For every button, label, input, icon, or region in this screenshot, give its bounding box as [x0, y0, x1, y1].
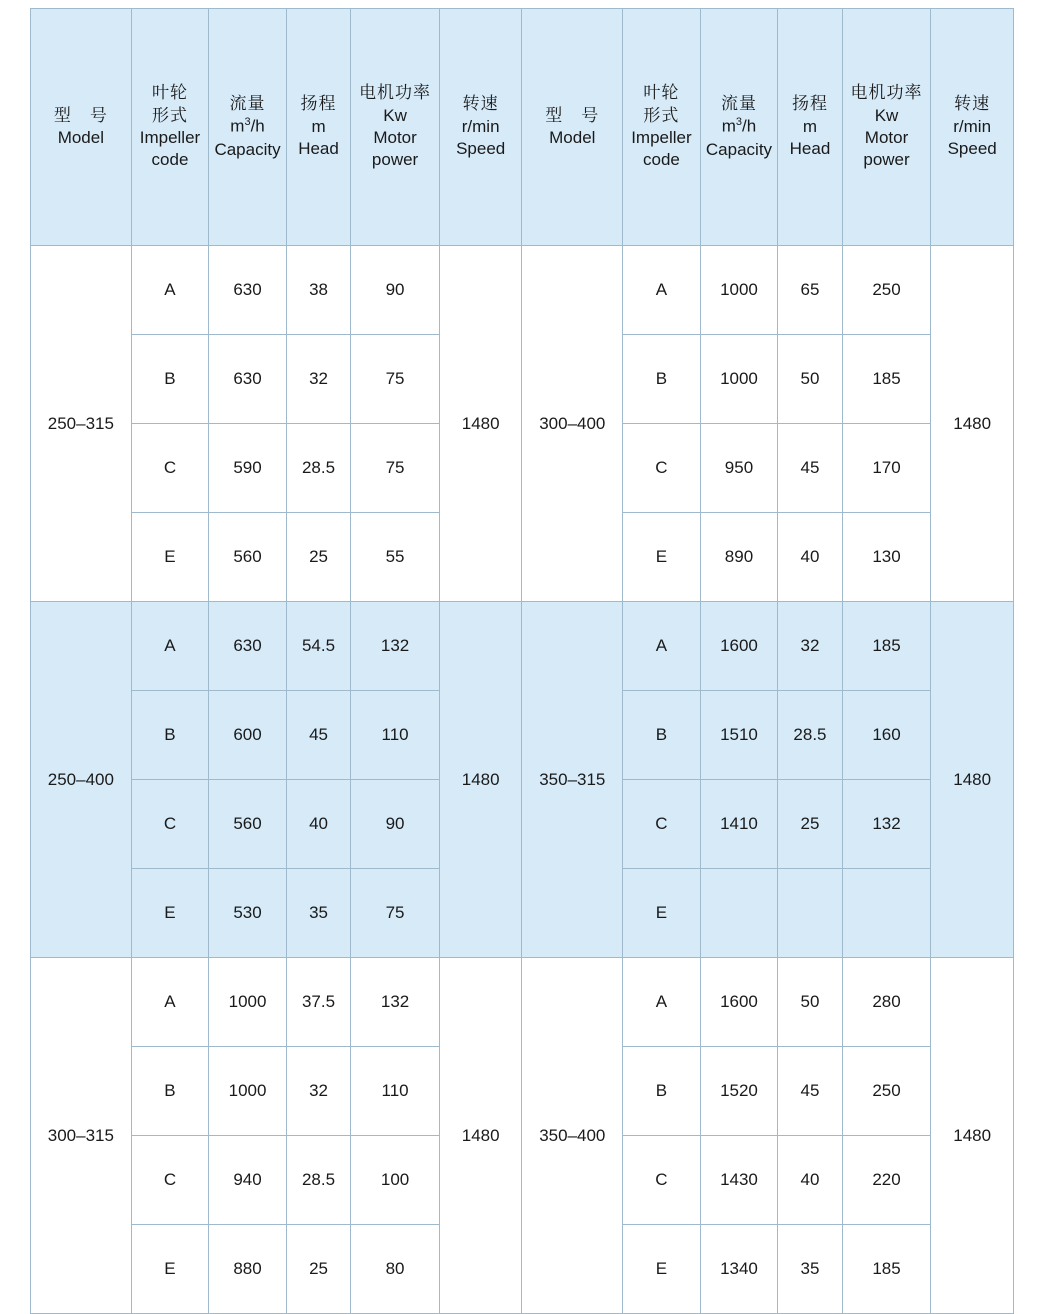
table-row — [31, 958, 1014, 1047]
head-cell: 28.5 — [778, 691, 842, 780]
capacity-cell: 630 — [209, 335, 287, 424]
head-cell: 37.5 — [286, 958, 350, 1047]
capacity-cell: 940 — [209, 1136, 287, 1225]
speed-cell-left: 1480 — [439, 602, 522, 958]
header-speed-left — [439, 9, 522, 246]
header-capacity-right-unit: $m^3/h$ — [721, 116, 757, 137]
head-cell: 25 — [286, 513, 350, 602]
impeller-code-cell: E — [623, 1225, 701, 1314]
head-cell: 65 — [778, 246, 842, 335]
model-cell-left: 250–315 — [31, 246, 132, 602]
impeller-code-cell: A — [131, 246, 209, 335]
header-power-left-unit: Kw — [383, 105, 407, 125]
power-cell: 75 — [351, 424, 440, 513]
speed-cell-left: 1480 — [439, 246, 522, 602]
speed-cell-right: 1480 — [931, 246, 1014, 602]
header-speed-right-en: Speed — [947, 139, 997, 159]
power-cell: 250 — [842, 246, 931, 335]
header-head-left-unit: m — [311, 116, 326, 136]
header-model-right — [522, 9, 623, 246]
power-cell: 130 — [842, 513, 931, 602]
capacity-cell: 1520 — [700, 1047, 778, 1136]
power-cell: 185 — [842, 1225, 931, 1314]
header-head-left-en: Head — [298, 139, 339, 159]
model-cell-left: 300–315 — [31, 958, 132, 1314]
power-cell: 185 — [842, 602, 931, 691]
power-cell: 75 — [351, 335, 440, 424]
head-cell: 40 — [778, 1136, 842, 1225]
impeller-code-cell: A — [131, 602, 209, 691]
impeller-code-cell: B — [131, 1047, 209, 1136]
capacity-cell: 1510 — [700, 691, 778, 780]
impeller-code-cell: C — [131, 424, 209, 513]
header-capacity-right-en: Capacity — [705, 139, 773, 159]
header-capacity-left-en: Capacity — [214, 139, 281, 159]
header-impeller-left-cn2: 形式 — [151, 105, 188, 125]
table-row — [31, 246, 1014, 335]
impeller-code-cell: E — [623, 513, 701, 602]
impeller-code-cell: A — [623, 958, 701, 1047]
header-head-right-cn: 扬程 — [791, 94, 828, 114]
header-capacity-left — [209, 9, 287, 246]
header-impeller-right-cn1: 叶轮 — [643, 83, 680, 103]
header-head-left — [286, 9, 350, 246]
capacity-cell: 630 — [209, 246, 287, 335]
power-cell: 110 — [351, 1047, 440, 1136]
power-cell — [842, 869, 931, 958]
power-cell: 90 — [351, 246, 440, 335]
header-speed-left-en: Speed — [456, 139, 506, 159]
capacity-cell: 1000 — [209, 1047, 287, 1136]
capacity-cell: 1430 — [700, 1136, 778, 1225]
header-model-right-en: Model — [549, 128, 596, 147]
model-cell-right: 350–315 — [522, 602, 623, 958]
header-power-right-unit: Kw — [874, 105, 899, 125]
header-head-right — [778, 9, 842, 246]
power-cell: 250 — [842, 1047, 931, 1136]
capacity-cell: 1000 — [209, 958, 287, 1047]
header-power-left-cn: 电机功率 — [359, 83, 432, 103]
header-power-left-en1: Motor — [373, 128, 417, 147]
power-cell: 55 — [351, 513, 440, 602]
speed-cell-left: 1480 — [439, 958, 522, 1314]
header-impeller-left — [131, 9, 209, 246]
power-cell: 220 — [842, 1136, 931, 1225]
impeller-code-cell: B — [623, 1047, 701, 1136]
header-model-left — [31, 9, 132, 246]
capacity-cell — [700, 869, 778, 958]
head-cell: 54.5 — [286, 602, 350, 691]
impeller-code-cell: A — [623, 602, 701, 691]
head-cell: 28.5 — [286, 1136, 350, 1225]
header-power-right-cn: 电机功率 — [850, 83, 923, 103]
head-cell: 32 — [286, 1047, 350, 1136]
header-capacity-left-cn: 流量 — [229, 94, 266, 114]
header-capacity-right-cn: 流量 — [720, 94, 757, 114]
power-cell: 80 — [351, 1225, 440, 1314]
header-impeller-left-en2: code — [151, 150, 189, 170]
header-model-left-cn: 型 号 — [53, 105, 108, 125]
head-cell: 40 — [778, 513, 842, 602]
speed-cell-right: 1480 — [931, 602, 1014, 958]
power-cell: 280 — [842, 958, 931, 1047]
header-speed-left-unit: r/min — [461, 116, 500, 136]
impeller-code-cell: E — [131, 869, 209, 958]
head-cell: 32 — [286, 335, 350, 424]
head-cell: 25 — [286, 1225, 350, 1314]
head-cell: 40 — [286, 780, 350, 869]
impeller-code-cell: B — [623, 335, 701, 424]
head-cell — [778, 869, 842, 958]
capacity-cell: 1600 — [700, 602, 778, 691]
head-cell: 38 — [286, 246, 350, 335]
head-cell: 50 — [778, 958, 842, 1047]
model-cell-right: 350–400 — [522, 958, 623, 1314]
impeller-code-cell: A — [131, 958, 209, 1047]
capacity-cell: 560 — [209, 513, 287, 602]
power-cell: 110 — [351, 691, 440, 780]
head-cell: 32 — [778, 602, 842, 691]
impeller-code-cell: A — [623, 246, 701, 335]
impeller-code-cell: E — [131, 513, 209, 602]
head-cell: 45 — [778, 1047, 842, 1136]
capacity-cell: 1000 — [700, 335, 778, 424]
power-cell: 160 — [842, 691, 931, 780]
power-cell: 132 — [842, 780, 931, 869]
header-impeller-right-en1: Impeller — [631, 128, 692, 147]
header-speed-right-unit: r/min — [953, 116, 992, 136]
power-cell: 75 — [351, 869, 440, 958]
impeller-code-cell: B — [623, 691, 701, 780]
head-cell: 45 — [286, 691, 350, 780]
impeller-code-cell: E — [131, 1225, 209, 1314]
capacity-cell: 590 — [209, 424, 287, 513]
power-cell: 132 — [351, 602, 440, 691]
table-row — [31, 602, 1014, 691]
header-head-right-en: Head — [789, 139, 831, 159]
power-cell: 100 — [351, 1136, 440, 1225]
header-impeller-right — [623, 9, 701, 246]
capacity-cell: 600 — [209, 691, 287, 780]
head-cell: 25 — [778, 780, 842, 869]
head-cell: 35 — [778, 1225, 842, 1314]
header-impeller-left-en1: Impeller — [139, 128, 201, 147]
capacity-cell: 1340 — [700, 1225, 778, 1314]
impeller-code-cell: C — [131, 1136, 209, 1225]
header-power-left — [351, 9, 440, 246]
impeller-code-cell: E — [623, 869, 701, 958]
capacity-cell: 950 — [700, 424, 778, 513]
power-cell: 185 — [842, 335, 931, 424]
capacity-cell: 630 — [209, 602, 287, 691]
header-power-right-en2: power — [863, 150, 910, 170]
impeller-code-cell: B — [131, 691, 209, 780]
capacity-cell: 530 — [209, 869, 287, 958]
header-impeller-right-cn2: 形式 — [643, 105, 680, 125]
model-cell-left: 250–400 — [31, 602, 132, 958]
table-body — [31, 246, 1014, 1314]
capacity-cell: 890 — [700, 513, 778, 602]
head-cell: 50 — [778, 335, 842, 424]
impeller-code-cell: C — [131, 780, 209, 869]
header-model-left-en: Model — [57, 128, 104, 147]
capacity-cell: 1410 — [700, 780, 778, 869]
header-capacity-left-unit: $m^3/h$ — [230, 116, 265, 137]
pump-specification-table — [30, 8, 1014, 1314]
power-cell: 90 — [351, 780, 440, 869]
capacity-cell: 1000 — [700, 246, 778, 335]
impeller-code-cell: B — [131, 335, 209, 424]
impeller-code-cell: C — [623, 780, 701, 869]
header-head-right-unit: m — [802, 116, 818, 136]
power-cell: 132 — [351, 958, 440, 1047]
impeller-code-cell: C — [623, 424, 701, 513]
power-cell: 170 — [842, 424, 931, 513]
header-power-left-en2: power — [371, 150, 419, 170]
header-capacity-right — [700, 9, 778, 246]
head-cell: 35 — [286, 869, 350, 958]
header-speed-left-cn: 转速 — [462, 94, 499, 114]
header-speed-right-cn: 转速 — [954, 94, 991, 114]
header-row — [31, 9, 1014, 246]
header-power-right — [842, 9, 931, 246]
header-impeller-right-en2: code — [642, 150, 680, 170]
speed-cell-right: 1480 — [931, 958, 1014, 1314]
header-head-left-cn: 扬程 — [300, 94, 337, 114]
capacity-cell: 1600 — [700, 958, 778, 1047]
header-power-right-en1: Motor — [864, 128, 909, 147]
model-cell-right: 300–400 — [522, 246, 623, 602]
impeller-code-cell: C — [623, 1136, 701, 1225]
header-speed-right — [931, 9, 1014, 246]
header-model-right-cn: 型 号 — [545, 105, 600, 125]
capacity-cell: 880 — [209, 1225, 287, 1314]
capacity-cell: 560 — [209, 780, 287, 869]
head-cell: 45 — [778, 424, 842, 513]
table-header — [31, 9, 1014, 246]
header-impeller-left-cn1: 叶轮 — [151, 83, 188, 103]
head-cell: 28.5 — [286, 424, 350, 513]
